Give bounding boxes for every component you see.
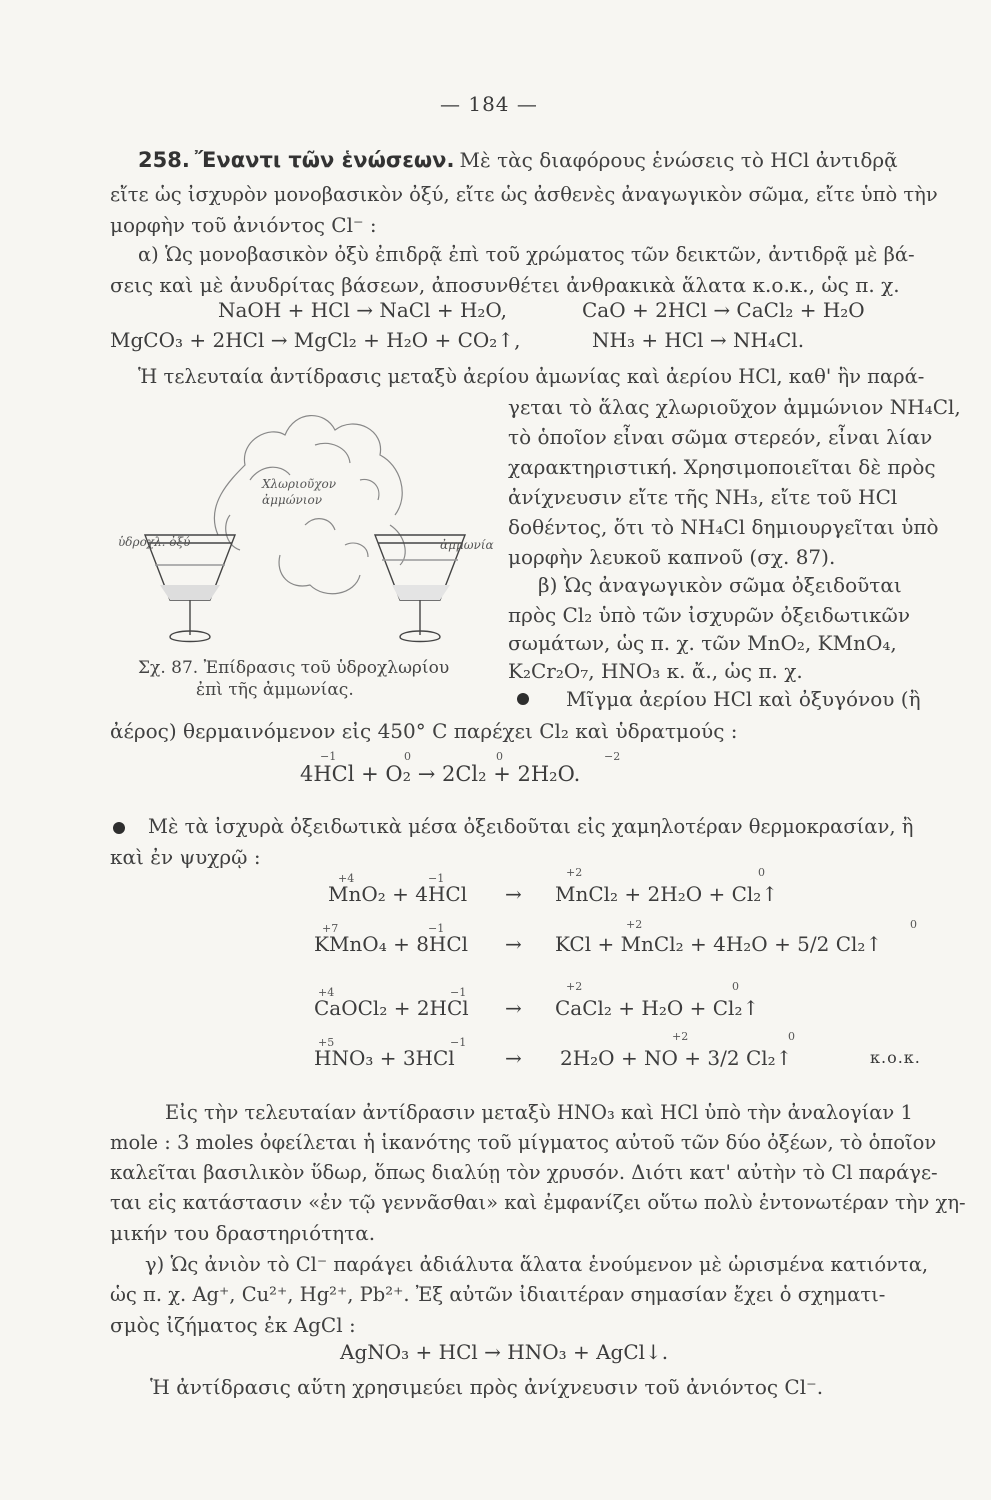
reaction-caocl2-left: CaOCl₂ + 2HCl bbox=[314, 996, 469, 1020]
reaction-kmno4-left: KMnO₄ + 8HCl bbox=[314, 932, 469, 956]
part-b-line-1: β) Ὡς ἀναγωγικὸν σῶμα ὀξειδοῦται bbox=[538, 573, 902, 597]
ox-mark: 0 bbox=[404, 750, 411, 763]
section-intro-3: μορφὴν τοῦ ἀνιόντος Cl⁻ : bbox=[110, 213, 377, 237]
ammonia-line-3: τὸ ὁποῖον εἶναι σῶμα στερεόν, εἶναι λίαν bbox=[508, 425, 933, 449]
ox-mark: 0 bbox=[910, 918, 917, 931]
reaction-caocl2-right: CaCl₂ + H₂O + Cl₂↑ bbox=[555, 996, 760, 1020]
ox-mark: +2 bbox=[566, 866, 583, 879]
figure-87-svg bbox=[110, 385, 500, 660]
figure-label-ammonia: ἀμμωνία bbox=[440, 538, 494, 552]
part-b-line-3: σωμάτων, ὡς π. χ. τῶν MnO₂, KMnO₄, bbox=[508, 631, 897, 655]
reaction-mno2-right: MnCl₂ + 2H₂O + Cl₂↑ bbox=[555, 882, 779, 906]
ammonia-line-4: χαρακτηριστική. Χρησιμοποιεῖται δὲ πρὸς bbox=[508, 455, 936, 479]
etc-label: κ.ο.κ. bbox=[870, 1048, 921, 1067]
ox-mark: +7 bbox=[322, 922, 339, 935]
bullet-mark-1 bbox=[517, 693, 529, 705]
bullet-1-text: Μῖγμα ἀερίου HCl καὶ ὀξυγόνου (ἢ bbox=[566, 687, 921, 711]
section-title: Ἔναντι τῶν ἑνώσεων. bbox=[194, 148, 455, 172]
ammonia-line-5: ἀνίχνευσιν εἴτε τῆς NH₃, εἴτε τοῦ HCl bbox=[508, 485, 898, 509]
page-number: — 184 — bbox=[440, 92, 538, 116]
equation-oxygen: 4HCl + O₂ → 2Cl₂ + 2H₂O. bbox=[300, 762, 581, 786]
equation-cao: CaO + 2HCl → CaCl₂ + H₂O bbox=[582, 298, 865, 322]
ammonia-line-7: μορφὴν λευκοῦ καπνοῦ (σχ. 87). bbox=[508, 545, 836, 569]
reaction-hno3-left: HNO₃ + 3HCl bbox=[314, 1046, 455, 1070]
ox-mark: +4 bbox=[338, 872, 355, 885]
part-a-line-1: α) Ὡς μονοβασικὸν ὀξὺ ἐπιδρᾷ ἐπὶ τοῦ χρώματος τῶν δεικτῶν, ἀντιδρᾷ μὲ βά- bbox=[138, 243, 915, 266]
ox-mark: −1 bbox=[450, 986, 467, 999]
section-intro-1: Μὲ τὰς διαφόρους ἑνώσεις τὸ HCl ἀντιδρᾷ bbox=[459, 148, 898, 172]
part-c-line-1: γ) Ὡς ἀνιὸν τὸ Cl⁻ παράγει ἀδιάλυτα ἅλατα ἑνούμενον μὲ ὡρισμένα κατιόντα, bbox=[145, 1253, 929, 1276]
aqua-line-4: ται εἰς κατάστασιν «ἐν τῷ γεννᾶσθαι» καὶ ἐμφανίζει οὕτω πολὺ ἐντονωτέραν τὴν χη- bbox=[110, 1191, 966, 1214]
figure-label-cloud-1: Χλωριοῦχον bbox=[262, 477, 337, 491]
figure-87-illustration bbox=[110, 385, 500, 660]
ox-mark: 0 bbox=[788, 1030, 795, 1043]
reaction-kmno4-right: KCl + MnCl₂ + 4H₂O + 5/2 Cl₂↑ bbox=[555, 932, 883, 956]
ox-mark: +5 bbox=[318, 1036, 335, 1049]
ox-mark: +2 bbox=[672, 1030, 689, 1043]
figure-caption-1: Σχ. 87. Ἐπίδρασις τοῦ ὑδροχλωρίου bbox=[138, 658, 450, 678]
equation-mgco3: MgCO₃ + 2HCl → MgCl₂ + H₂O + CO₂↑, bbox=[110, 328, 521, 352]
aqua-line-3: καλεῖται βασιλικὸν ὕδωρ, ὅπως διαλύῃ τὸν χρυσόν. Διότι κατ' αὐτὴν τὸ Cl παράγε- bbox=[110, 1161, 938, 1184]
ox-mark: 0 bbox=[758, 866, 765, 879]
reaction-arrow: → bbox=[505, 882, 522, 906]
ox-mark: −1 bbox=[428, 922, 445, 935]
ox-mark: −1 bbox=[320, 750, 337, 763]
aqua-line-2: mole : 3 moles ὀφείλεται ἡ ἱκανότης τοῦ μίγματος αὐτοῦ τῶν δύο ὀξέων, τὸ ὁποῖον bbox=[110, 1131, 937, 1154]
bullet-2-text-cont: καὶ ἐν ψυχρῷ : bbox=[110, 845, 261, 869]
aqua-line-5: μικήν του δραστηριότητα. bbox=[110, 1221, 376, 1245]
ox-mark: +2 bbox=[566, 980, 583, 993]
reaction-hno3-right: 2H₂O + NO + 3/2 Cl₂↑ bbox=[560, 1046, 793, 1070]
ammonia-line-2: γεται τὸ ἅλας χλωριοῦχον ἀμμώνιον NH₄Cl, bbox=[508, 395, 961, 419]
figure-label-hcl: ὑδροχλ. ὀξύ bbox=[118, 535, 191, 549]
equation-nh3: NH₃ + HCl → NH₄Cl. bbox=[592, 328, 805, 352]
bullet-2-text: Μὲ τὰ ἰσχυρὰ ὀξειδωτικὰ μέσα ὀξειδοῦται εἰς χαμηλοτέραν θερμοκρασίαν, ἢ bbox=[148, 815, 914, 838]
ox-mark: 0 bbox=[732, 980, 739, 993]
part-c-line-3: σμὸς ἰζήματος ἐκ AgCl : bbox=[110, 1313, 356, 1337]
reaction-arrow: → bbox=[505, 1046, 522, 1070]
bullet-1-text-cont: ἀέρος) θερμαινόμενον εἰς 450° C παρέχει Cl₂ καὶ ὑδρατμούς : bbox=[110, 719, 738, 743]
figure-label-cloud-2: ἀμμώνιον bbox=[262, 493, 323, 507]
figure-caption-2: ἐπὶ τῆς ἀμμωνίας. bbox=[196, 680, 354, 700]
ammonia-line-1: Ἡ τελευταία ἀντίδρασις μεταξὺ ἀερίου ἀμωνίας καὶ ἀερίου HCl, καθ' ἣν παρά- bbox=[138, 365, 925, 388]
part-c-last-line: Ἡ ἀντίδρασις αὕτη χρησιμεύει πρὸς ἀνίχνευσιν τοῦ ἀνιόντος Cl⁻. bbox=[150, 1375, 824, 1399]
ammonia-line-6: δοθέντος, ὅτι τὸ NH₄Cl δημιουργεῖται ὑπὸ bbox=[508, 515, 939, 539]
part-c-line-2: ὡς π. χ. Ag⁺, Cu²⁺, Hg²⁺, Pb²⁺. Ἐξ αὐτῶν ἰδιαιτέραν σημασίαν ἔχει ὁ σχηματι- bbox=[110, 1283, 886, 1306]
equation-naoh: NaOH + HCl → NaCl + H₂O, bbox=[218, 298, 507, 322]
part-a-line-2: σεις καὶ μὲ ἀνυδρίτας βάσεων, ἀποσυνθέτει ἀνθρακικὰ ἅλατα κ.ο.κ., ὡς π. χ. bbox=[110, 273, 900, 297]
ox-mark: +4 bbox=[318, 986, 335, 999]
section-heading-line bbox=[138, 145, 898, 175]
ox-mark: −1 bbox=[450, 1036, 467, 1049]
part-b-line-2: πρὸς Cl₂ ὑπὸ τῶν ἰσχυρῶν ὀξειδωτικῶν bbox=[508, 603, 911, 627]
reaction-arrow: → bbox=[505, 932, 522, 956]
ox-mark: +2 bbox=[626, 918, 643, 931]
ox-mark: −1 bbox=[428, 872, 445, 885]
reaction-mno2-left: MnO₂ + 4HCl bbox=[328, 882, 468, 906]
reaction-arrow: → bbox=[505, 996, 522, 1020]
equation-agcl: AgNO₃ + HCl → HNO₃ + AgCl↓. bbox=[340, 1340, 669, 1364]
ox-mark: 0 bbox=[496, 750, 503, 763]
section-number: 258. bbox=[138, 148, 190, 172]
section-intro-2: εἴτε ὡς ἰσχυρὸν μονοβασικὸν ὀξύ, εἴτε ὡς ἀσθενὲς ἀναγωγικὸν σῶμα, εἴτε ὑπὸ τὴν bbox=[110, 183, 938, 206]
bullet-mark-2 bbox=[113, 822, 125, 834]
part-b-line-4: K₂Cr₂O₇, HNO₃ κ. ἄ., ὡς π. χ. bbox=[508, 659, 803, 683]
aqua-line-1: Εἰς τὴν τελευταίαν ἀντίδρασιν μεταξὺ HNO₃ καὶ HCl ὑπὸ τὴν ἀναλογίαν 1 bbox=[165, 1101, 913, 1124]
ox-mark: −2 bbox=[604, 750, 621, 763]
